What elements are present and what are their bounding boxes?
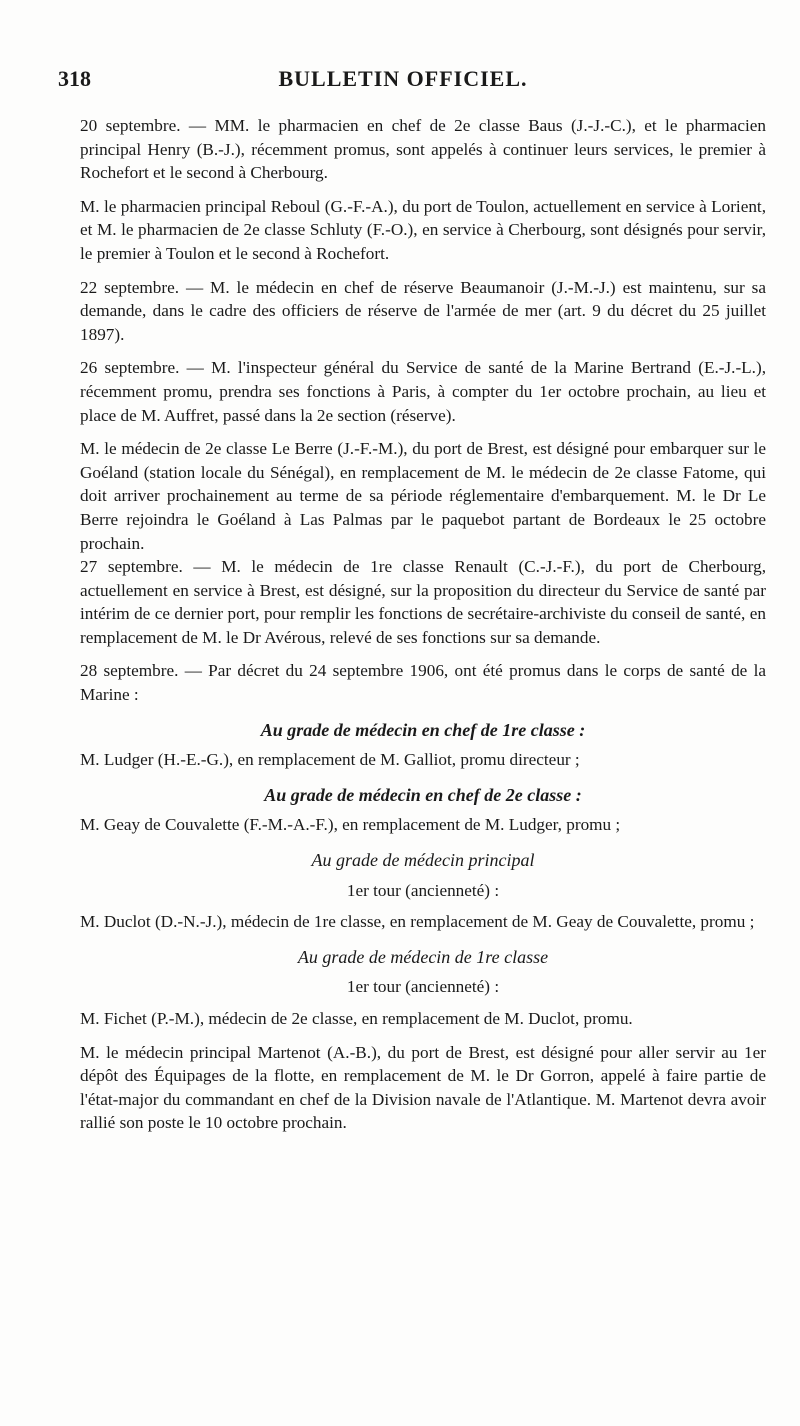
paragraph-27-septembre: 27 septembre. — M. le médecin de 1re classe Renault (C.-J.-F.), du port de Cherbourg, actuellement en service à Brest, est désigné, sur la proposition du directeur du Service de santé par intérim de ce dernier port, pour remplir les fonctions de secrétaire-archiviste du conseil de santé, en remplacement de M. le Dr Avérous, relevé de ses fonctions sur sa demande. [80,557,766,647]
article-body [80,114,766,1135]
promotion-heading-medecin-1re: Au grade de médecin de 1re classe [297,946,549,967]
paragraph-martenot: M. le médecin principal Martenot (A.-B.), du port de Brest, est désigné pour aller servir au 1er dépôt des Équipages de la flotte, en remplacement de M. le Dr Gorron, appelé à faire partie de l'état-major du commandant en chef de la Division navale de l'Atlantique. M. Martenot devra avoir rallié son poste le 10 octobre prochain. [80,1042,766,1133]
promotion-heading-medecin-chef-2e: Au grade de médecin en chef de 2e classe : [264,784,582,805]
paragraph-le-berre: M. le médecin de 2e classe Le Berre (J.-F.-M.), du port de Brest, est désigné pour embarquer sur le Goéland (station locale du Sénégal), en remplacement de M. le médecin de 2e classe Fatome, qui doit arriver prochainement au terme de sa période réglementaire d'embarquement. M. le Dr Le Berre rejoindra le Goéland à Las Palmas par le paquebot partant de Bordeaux le 25 octobre prochain. [80,439,766,553]
promotion-fichet: M. Fichet (P.-M.), médecin de 2e classe, en remplacement de M. Duclot, promu. [80,1009,633,1028]
promotion-duclot: M. Duclot (D.-N.-J.), médecin de 1re classe, en remplacement de M. Geay de Couvalette, promu ; [80,912,755,932]
page-number: 318 [58,66,91,91]
promotion-subheading-anciennete-2: 1er tour (ancienneté) : [346,977,500,997]
paragraph-28-septembre: 28 septembre. — Par décret du 24 septembre 1906, ont été promus dans le corps de santé de la Marine : [80,661,766,705]
running-head [58,66,748,96]
paragraph-20-septembre: 20 septembre. — MM. le pharmacien en chef de 2e classe Baus (J.-J.-C.), et le pharmacien principal Henry (B.-J.), récemment promus, sont appelés à continuer leurs services, le premier à Rochefort et le second à Cherbourg. [80,116,766,183]
promotion-geay-de-couvalette: M. Geay de Couvalette (F.-M.-A.-F.), en remplacement de M. Ludger, promu ; [80,815,621,835]
promotion-heading-medecin-chef-1re: Au grade de médecin en chef de 1re classe : [260,719,586,740]
paragraph-26-septembre: 26 septembre. — M. l'inspecteur général du Service de santé de la Marine Bertrand (E.-J.-L.), récemment promu, prendra ses fonctions à Paris, à compter du 1er octobre prochain, au lieu et place de M. Auffret, passé dans la 2e section (réserve). [80,358,766,425]
paragraph-22-septembre: 22 septembre. — M. le médecin en chef de réserve Beaumanoir (J.-M.-J.) est maintenu, sur sa demande, dans le cadre des officiers de réserve de l'armée de mer (art. 9 du décret du 25 juillet 1897). [80,277,766,344]
journal-title: BULLETIN OFFICIEL. [278,66,528,91]
paragraph-reboul-schluty: M. le pharmacien principal Reboul (G.-F.-A.), du port de Toulon, actuellement en service à Lorient, et M. le pharmacien de 2e classe Schluty (F.-O.), en service à Cherbourg, sont désignés pour servir, le premier à Toulon et le second à Rochefort. [80,196,766,263]
promotion-ludger: M. Ludger (H.-E.-G.), en remplacement de M. Galliot, promu directeur ; [80,750,580,770]
promotion-heading-medecin-principal: Au grade de médecin principal [311,850,535,871]
promotion-subheading-anciennete: 1er tour (ancienneté) : [346,880,500,900]
